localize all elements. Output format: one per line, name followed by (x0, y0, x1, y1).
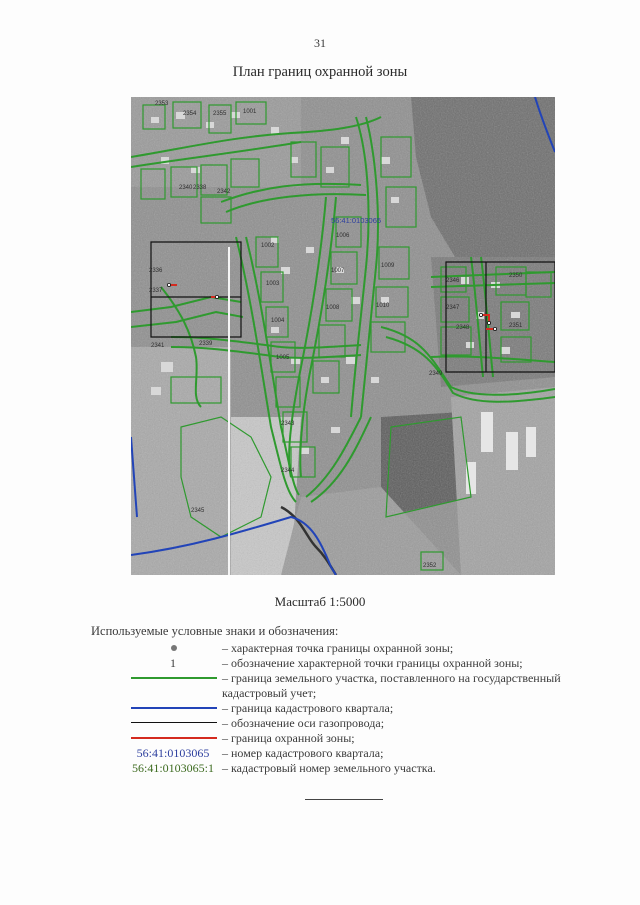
legend-text: – граница охранной зоны; (222, 731, 355, 745)
page-title: План границ охранной зоны (232, 64, 408, 80)
legend-text: – обозначение характерной точки границы охранной зоны; (222, 656, 523, 670)
parcel-label: 2339 (199, 341, 213, 347)
cadastral-map[interactable] (131, 97, 555, 575)
legend-text: – граница кадастрового квартала; (222, 701, 394, 715)
parcel-label: 2346 (446, 278, 460, 284)
quarter-number-label: 56:41:0103065 (331, 216, 382, 225)
page-number: 31 (314, 36, 326, 50)
parcel-label: 2342 (217, 189, 231, 195)
parcel-label: 1002 (261, 243, 275, 249)
legend-symbol-text: 56:41:0103065 (136, 746, 210, 760)
legend-heading: Используемые условные знаки и обозначения: (91, 624, 339, 638)
parcel-label: 2347 (446, 305, 460, 311)
parcel-label: 2345 (191, 508, 205, 514)
legend-text: – граница земельного участка, поставленного на государственный (222, 671, 561, 685)
parcel-label: 2338 (193, 185, 207, 191)
parcel-label: 1009 (381, 263, 395, 269)
legend-text: кадастровый учет; (222, 686, 317, 700)
parcel-label: 1001 (243, 109, 257, 115)
legend-text: – кадастровый номер земельного участка. (222, 761, 436, 775)
parcel-label: 2349 (429, 371, 443, 377)
parcel-label: 2341 (151, 343, 165, 349)
legend-text: – обозначение оси газопровода; (222, 716, 385, 730)
parcel-label: 2355 (213, 111, 227, 117)
parcel-label: 1008 (326, 305, 340, 311)
black-line-icon (131, 722, 217, 723)
parcel-label: 1006 (336, 233, 350, 239)
parcel-label: 2354 (183, 111, 197, 117)
parcel-label: 2351 (509, 323, 523, 329)
parcel-label: 1005 (276, 355, 290, 361)
parcel-label: 1010 (376, 303, 390, 309)
parcel-label: 2337 (149, 288, 163, 294)
parcel-label: 2353 (155, 101, 169, 107)
footer-rule (305, 799, 383, 800)
characteristic-point-icon (171, 645, 177, 651)
parcel-label: 2336 (149, 268, 163, 274)
parcel-label: 2348 (456, 325, 470, 331)
parcel-label: 2350 (509, 273, 523, 279)
legend-symbol-text: 56:41:0103065:1 (131, 761, 214, 775)
red-line-icon (131, 737, 217, 739)
blue-line-icon (131, 707, 217, 709)
parcel-label: 2340 (179, 185, 193, 191)
legend-symbol-text: 1 (170, 656, 176, 670)
map-scale: Масштаб 1:5000 (274, 594, 366, 609)
legend-text: – номер кадастрового квартала; (222, 746, 384, 760)
green-line-icon (131, 677, 217, 679)
parcel-label: 2343 (281, 421, 295, 427)
map-canvas (131, 97, 555, 575)
parcel-label: 1007 (331, 268, 345, 274)
parcel-label: 2344 (281, 468, 295, 474)
parcel-label: 2352 (423, 563, 437, 569)
parcel-label: 1003 (266, 281, 280, 287)
parcel-label: 1004 (271, 318, 285, 324)
legend-text: – характерная точка границы охранной зоны; (222, 641, 454, 655)
